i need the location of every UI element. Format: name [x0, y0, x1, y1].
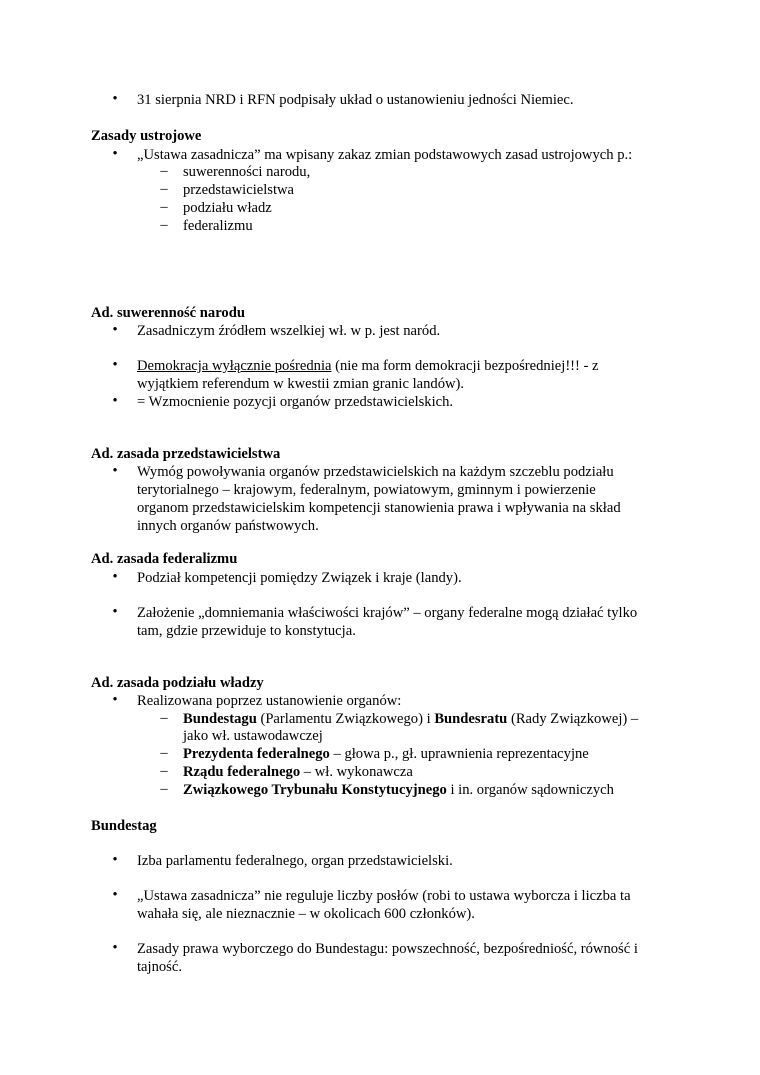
dash-icon: – [160, 199, 168, 215]
bullet-icon: • [112, 569, 118, 585]
sub-list-item-continuation: jako wł. ustawodawczej [183, 728, 323, 744]
list-item-continuation: tam, gdzie przewiduje to konstytucja. [137, 623, 356, 639]
bullet-icon: • [112, 887, 118, 903]
list-item-continuation: tajność. [137, 959, 182, 975]
section-heading-federalizm: Ad. zasada federalizmu [91, 551, 238, 567]
bold-term: Prezydenta federalnego [183, 746, 330, 762]
sub-list-item [183, 710, 638, 728]
section-heading-bundestag: Bundestag [91, 818, 157, 834]
sub-list-item: federalizmu [183, 218, 253, 234]
bullet-icon: • [112, 146, 118, 162]
bullet-icon: • [112, 463, 118, 479]
list-item: „Ustawa zasadnicza” nie reguluje liczby posłów (robi to ustawa wyborcza i liczba ta [137, 888, 631, 904]
bold-term: Bundesratu [434, 711, 508, 727]
list-item-continuation: terytorialnego – krajowym, federalnym, powiatowym, gminnym i powierzenie [137, 482, 596, 498]
dash-icon: – [160, 781, 168, 797]
list-item: = Wzmocnienie pozycji organów przedstawicielskich. [137, 394, 454, 410]
sub-list-text: i in. organów sądowniczych [446, 782, 614, 798]
dash-icon: – [160, 181, 168, 197]
list-item-continuation: organom przedstawicielskim kompetencji stanowienia prawa i wpływania na skład [137, 500, 621, 516]
underlined-term: Demokracja wyłącznie pośrednia [137, 358, 332, 374]
list-item: Zasadniczym źródłem wszelkiej wł. w p. jest naród. [137, 323, 441, 339]
bullet-icon: • [112, 852, 118, 868]
sub-list-item [183, 763, 413, 781]
bullet-icon: • [112, 692, 118, 708]
list-item: „Ustawa zasadnicza” ma wpisany zakaz zmian podstawowych zasad ustrojowych p.: [137, 147, 633, 163]
sub-list-text: (Parlamentu Związkowego) i [256, 711, 435, 727]
dash-icon: – [160, 763, 168, 779]
sub-list-item: suwerenności narodu, [183, 164, 311, 180]
list-item: Podział kompetencji pomiędzy Związek i kraje (landy). [137, 570, 462, 586]
bullet-icon: • [112, 91, 118, 107]
sub-list-text: (Rady Związkowej) – [507, 711, 639, 727]
bullet-icon: • [112, 357, 118, 373]
bullet-icon: • [112, 393, 118, 409]
sub-list-item [183, 781, 614, 799]
list-item-continuation: innych organów państwowych. [137, 518, 319, 534]
list-item-continuation: wyjątkiem referendum w kwestii zmian granic landów). [137, 376, 465, 392]
dash-icon: – [160, 163, 168, 179]
list-item: Zasady prawa wyborczego do Bundestagu: powszechność, bezpośredniość, równość i [137, 941, 638, 957]
intro-item: 31 sierpnia NRD i RFN podpisały układ o ustanowieniu jedności Niemiec. [137, 92, 574, 108]
bullet-icon: • [112, 940, 118, 956]
bullet-icon: • [112, 604, 118, 620]
list-item: Izba parlamentu federalnego, organ przedstawicielski. [137, 853, 453, 869]
dash-icon: – [160, 710, 168, 726]
sub-list-text: – wł. wykonawcza [300, 764, 413, 780]
list-item: Wymóg powoływania organów przedstawicielskich na każdym szczeblu podziału [137, 464, 614, 480]
section-heading-suwerennosc: Ad. suwerenność narodu [91, 305, 245, 321]
dash-icon: – [160, 745, 168, 761]
sub-list-item: podziału władz [183, 200, 272, 216]
section-heading-podzial-wladzy: Ad. zasada podziału władzy [91, 675, 264, 691]
list-item-continuation: wahała się, ale nieznacznie – w okolicach 600 członków). [137, 906, 475, 922]
bullet-icon: • [112, 322, 118, 338]
bold-term: Rządu federalnego [183, 764, 301, 780]
dash-icon: – [160, 217, 168, 233]
sub-list-item: przedstawicielstwa [183, 182, 295, 198]
list-item-text: (nie ma form demokracji bezpośredniej!!! - z [331, 358, 599, 374]
list-item: Realizowana poprzez ustanowienie organów: [137, 693, 402, 709]
list-item: Założenie „domniemania właściwości krajów” – organy federalne mogą działać tylko [137, 605, 638, 621]
section-heading-zasady: Zasady ustrojowe [91, 128, 202, 144]
bold-term: Związkowego Trybunału Konstytucyjnego [183, 782, 447, 798]
bold-term: Bundestagu [183, 711, 257, 727]
section-heading-przedstawicielstwo: Ad. zasada przedstawicielstwa [91, 446, 281, 462]
sub-list-item [183, 745, 589, 763]
list-item [137, 357, 599, 375]
sub-list-text: – głowa p., gł. uprawnienia reprezentacyjne [329, 746, 589, 762]
